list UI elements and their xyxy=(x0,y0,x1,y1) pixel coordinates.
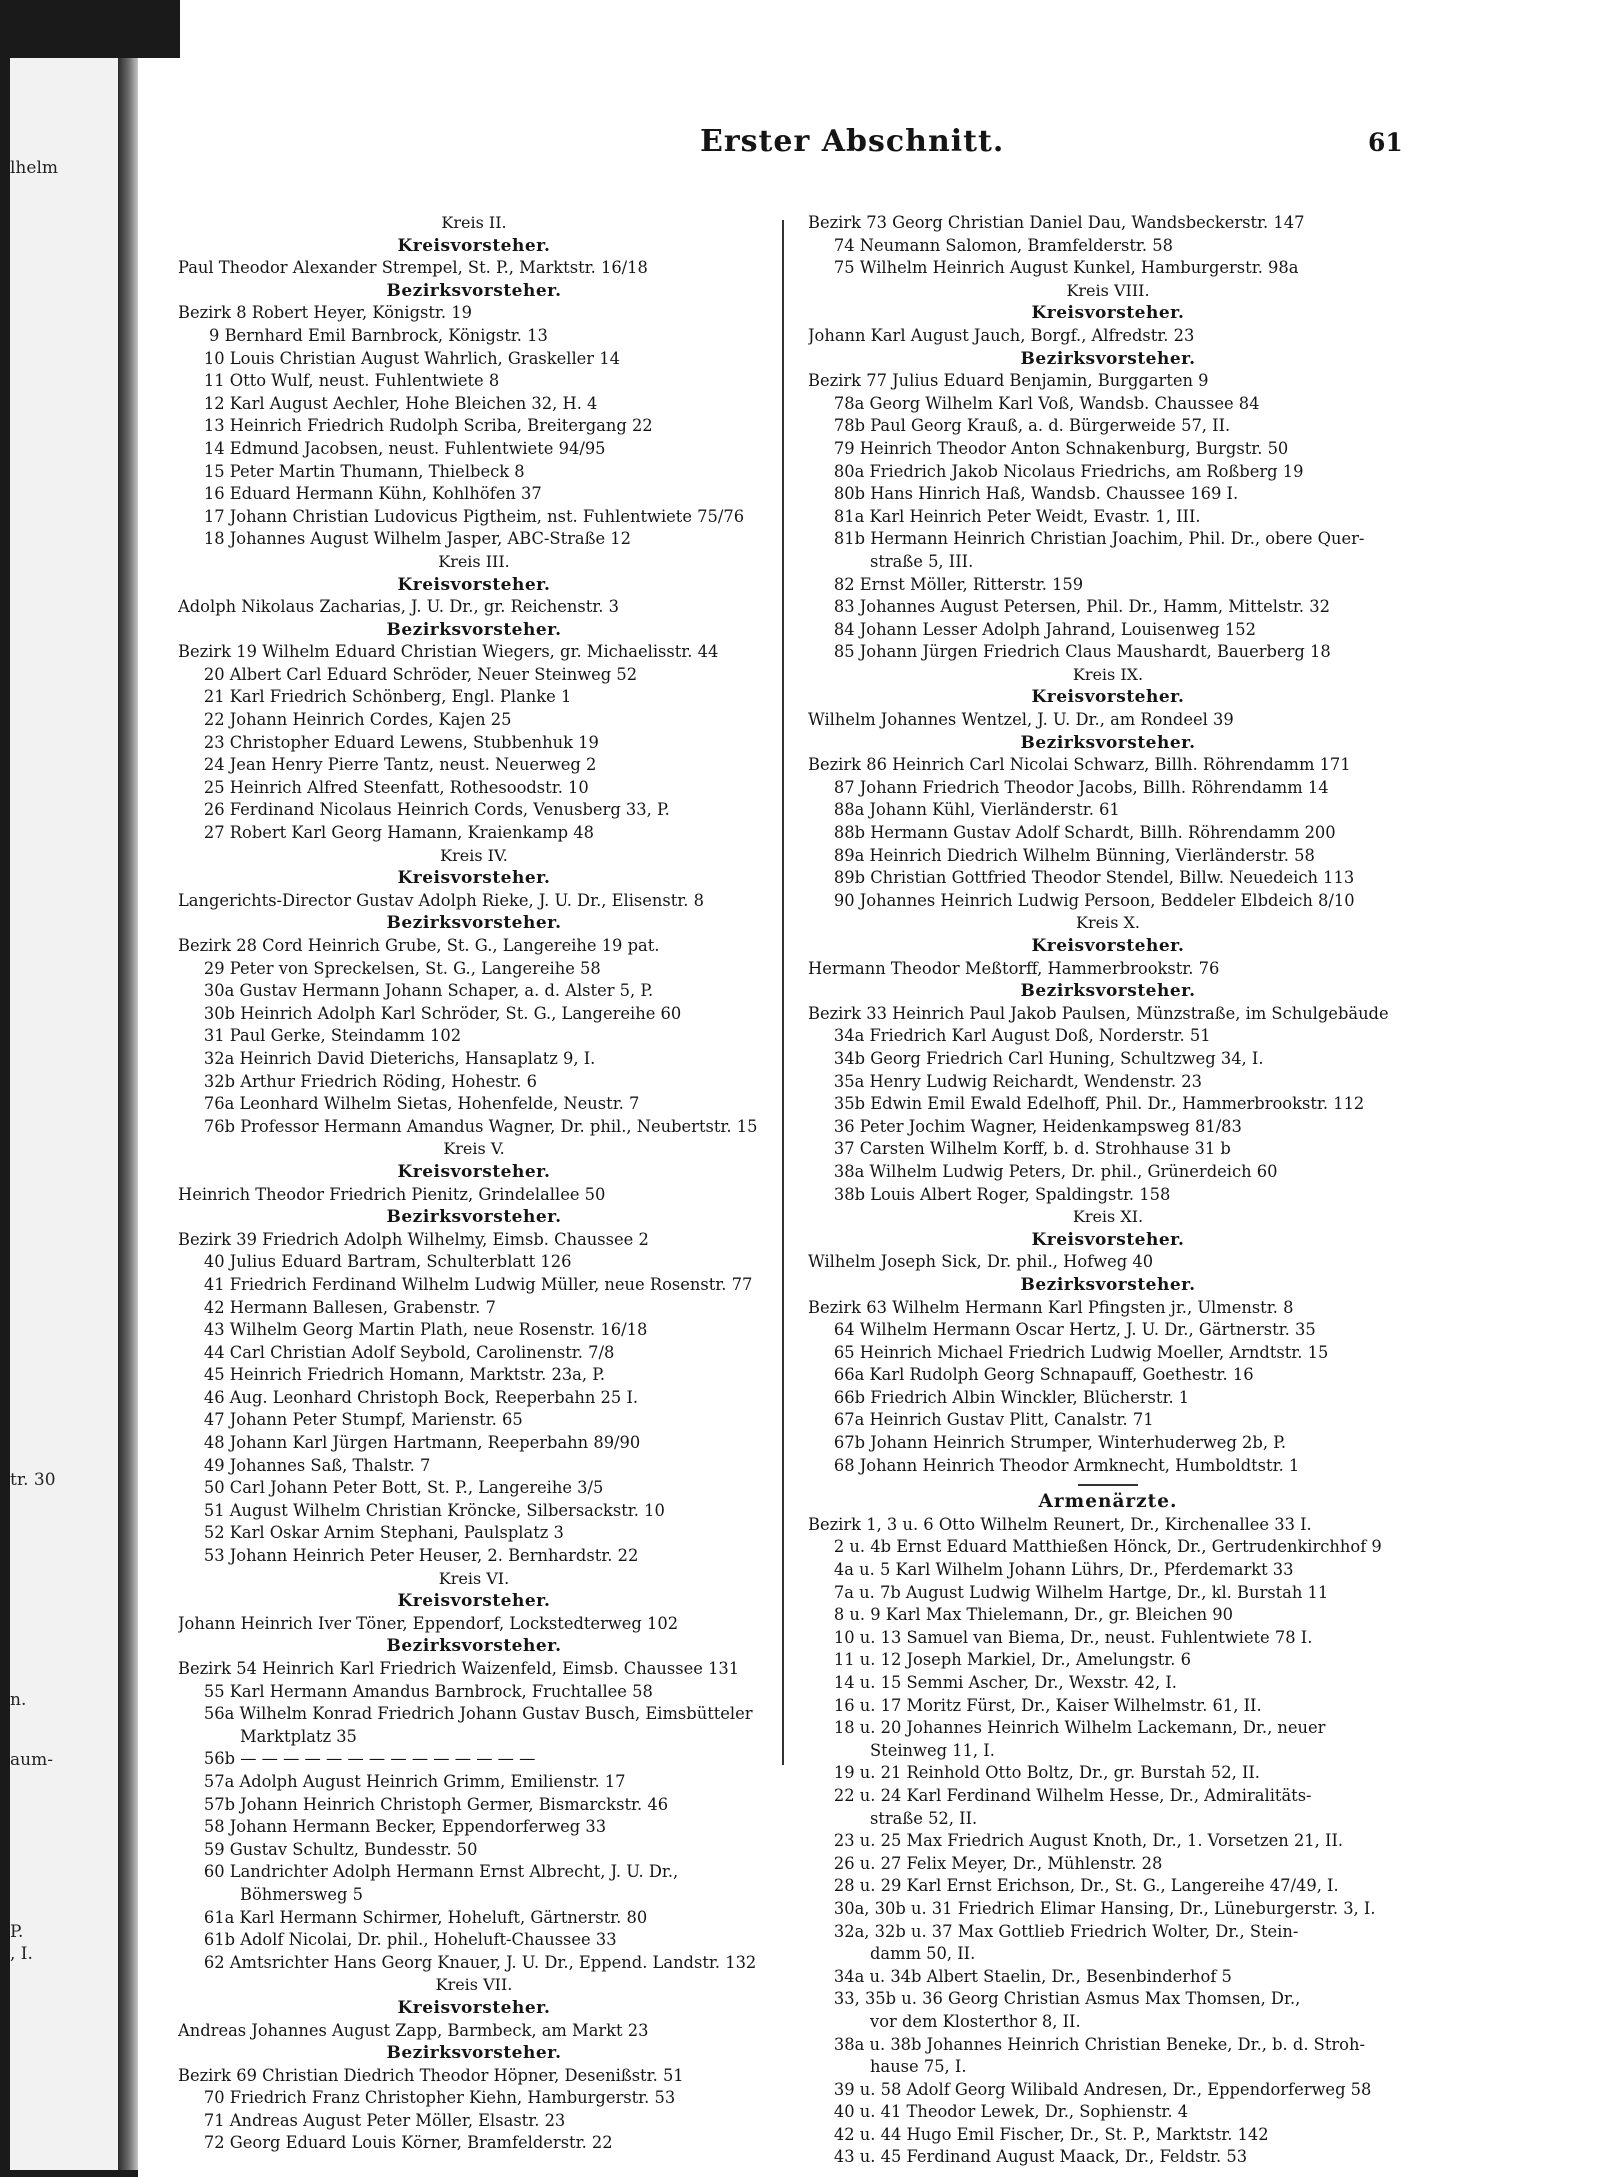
directory-entry: Johann Karl August Jauch, Borgf., Alfredstr. 23 xyxy=(808,325,1195,345)
directory-entry: Andreas Johannes August Zapp, Barmbeck, am Markt 23 xyxy=(178,2020,649,2040)
directory-entry: 51 August Wilhelm Christian Kröncke, Silbersackstr. 10 xyxy=(178,1500,665,1520)
directory-entry: 78b Paul Georg Krauß, a. d. Bürgerweide 57, II. xyxy=(808,416,1231,436)
role-heading: Kreisvorsteher. xyxy=(397,235,551,256)
directory-entry: 56a Wilhelm Konrad Friedrich Johann Gustav Busch, Eimsbütteler xyxy=(178,1704,753,1724)
directory-entry: 38b Louis Albert Roger, Spaldingstr. 158 xyxy=(808,1184,1171,1204)
directory-entry: 4a u. 5 Karl Wilhelm Johann Lührs, Dr., Pferdemarkt 33 xyxy=(808,1560,1294,1580)
section-heading: Armenärzte. xyxy=(1038,1491,1178,1513)
directory-entry: 81b Hermann Heinrich Christian Joachim, Phil. Dr., obere Quer- xyxy=(808,529,1365,549)
directory-entry: 33, 35b u. 36 Georg Christian Asmus Max Thomsen, Dr., xyxy=(808,1989,1301,2009)
directory-entry: 15 Peter Martin Thumann, Thielbeck 8 xyxy=(178,461,525,481)
directory-entry: 2 u. 4b Ernst Eduard Matthießen Hönck, Dr., Gertrudenkirchhof 9 xyxy=(808,1537,1382,1557)
entry-continuation: straße 52, II. xyxy=(870,1808,978,1828)
right-column xyxy=(808,212,1408,2169)
directory-entry: 56b — — — — — — — — — — — — — — xyxy=(178,1749,536,1769)
column-divider xyxy=(782,220,784,1765)
role-heading: Kreisvorsteher. xyxy=(397,1161,551,1182)
role-heading: Kreisvorsteher. xyxy=(397,574,551,595)
directory-entry: 30a, 30b u. 31 Friedrich Elimar Hansing, Dr., Lüneburgerstr. 3, I. xyxy=(808,1898,1376,1918)
directory-entry: 52 Karl Oskar Arnim Stephani, Paulsplatz 3 xyxy=(178,1523,564,1543)
directory-entry: Bezirk 1, 3 u. 6 Otto Wilhelm Reunert, Dr., Kirchenallee 33 I. xyxy=(808,1514,1312,1534)
directory-entry: 30a Gustav Hermann Johann Schaper, a. d. Alster 5, P. xyxy=(178,981,654,1001)
directory-entry: 80b Hans Hinrich Haß, Wandsb. Chaussee 169 I. xyxy=(808,484,1239,504)
directory-entry: 57a Adolph August Heinrich Grimm, Emilienstr. 17 xyxy=(178,1771,626,1791)
directory-entry: 81a Karl Heinrich Peter Weidt, Evastr. 1, III. xyxy=(808,506,1201,526)
role-heading: Kreisvorsteher. xyxy=(1031,303,1185,324)
directory-entry: Bezirk 69 Christian Diedrich Theodor Höpner, Desenißstr. 51 xyxy=(178,2065,684,2085)
directory-entry: 39 u. 58 Adolf Georg Wilibald Andresen, Dr., Eppendorferweg 58 xyxy=(808,2079,1372,2099)
directory-entry: 26 u. 27 Felix Meyer, Dr., Mühlenstr. 28 xyxy=(808,1853,1163,1873)
directory-entry: 34a u. 34b Albert Staelin, Dr., Besenbinderhof 5 xyxy=(808,1966,1232,1986)
role-heading: Bezirksvorsteher. xyxy=(1020,348,1196,369)
role-heading: Bezirksvorsteher. xyxy=(1020,981,1196,1002)
directory-entry: 84 Johann Lesser Adolph Jahrand, Louisenweg 152 xyxy=(808,619,1256,639)
directory-entry: 50 Carl Johann Peter Bott, St. P., Langereihe 3/5 xyxy=(178,1478,604,1498)
district-heading: Kreis IX. xyxy=(1072,664,1144,684)
directory-entry: 12 Karl August Aechler, Hohe Bleichen 32, H. 4 xyxy=(178,393,598,413)
role-heading: Bezirksvorsteher. xyxy=(386,2043,562,2064)
facing-page-fragment: lhelm xyxy=(10,158,59,178)
directory-entry: 48 Johann Karl Jürgen Hartmann, Reeperbahn 89/90 xyxy=(178,1433,641,1453)
directory-entry: 23 u. 25 Max Friedrich August Knoth, Dr., 1. Vorsetzen 21, II. xyxy=(808,1831,1344,1851)
directory-entry: Bezirk 73 Georg Christian Daniel Dau, Wandsbeckerstr. 147 xyxy=(808,213,1305,232)
directory-entry: 75 Wilhelm Heinrich August Kunkel, Hamburgerstr. 98a xyxy=(808,258,1299,278)
entry-continuation: hause 75, I. xyxy=(870,2057,967,2077)
role-heading: Kreisvorsteher. xyxy=(397,1591,551,1612)
directory-entry: 24 Jean Henry Pierre Tantz, neust. Neuerweg 2 xyxy=(178,755,597,775)
directory-entry: 76a Leonhard Wilhelm Sietas, Hohenfelde, Neustr. 7 xyxy=(178,1094,640,1114)
directory-entry: Johann Heinrich Iver Töner, Eppendorf, Lockstedterweg 102 xyxy=(178,1613,679,1633)
directory-entry: 76b Professor Hermann Amandus Wagner, Dr. phil., Neubertstr. 15 xyxy=(178,1116,758,1136)
district-heading: Kreis VIII. xyxy=(1066,280,1150,300)
directory-entry: Bezirk 28 Cord Heinrich Grube, St. G., Langereihe 19 pat. xyxy=(178,936,660,955)
directory-entry: 14 Edmund Jacobsen, neust. Fuhlentwiete 94/95 xyxy=(178,438,606,458)
directory-entry: 34b Georg Friedrich Carl Huning, Schultzweg 34, I. xyxy=(808,1048,1264,1068)
directory-entry: 61b Adolf Nicolai, Dr. phil., Hoheluft-Chaussee 33 xyxy=(178,1930,617,1950)
directory-entry: 66b Friedrich Albin Winckler, Blücherstr. 1 xyxy=(808,1387,1190,1407)
directory-entry: 8 u. 9 Karl Max Thielemann, Dr., gr. Bleichen 90 xyxy=(808,1605,1234,1625)
district-heading: Kreis II. xyxy=(441,213,507,232)
directory-entry: 23 Christopher Eduard Lewens, Stubbenhuk 19 xyxy=(178,732,599,752)
directory-entry: 49 Johannes Saß, Thalstr. 7 xyxy=(178,1455,431,1475)
directory-entry: 61a Karl Hermann Schirmer, Hoheluft, Gärtnerstr. 80 xyxy=(178,1907,648,1927)
entry-continuation: straße 5, III. xyxy=(870,551,974,571)
directory-entry: 19 u. 21 Reinhold Otto Boltz, Dr., gr. Burstah 52, II. xyxy=(808,1763,1260,1783)
directory-entry: 64 Wilhelm Hermann Oscar Hertz, J. U. Dr., Gärtnerstr. 35 xyxy=(808,1320,1316,1340)
directory-entry: Bezirk 19 Wilhelm Eduard Christian Wiegers, gr. Michaelisstr. 44 xyxy=(178,642,719,662)
directory-entry: 40 Julius Eduard Bartram, Schulterblatt 126 xyxy=(178,1252,572,1272)
directory-entry: 9 Bernhard Emil Barnbrock, Königstr. 13 xyxy=(178,325,548,345)
directory-entry: 18 u. 20 Johannes Heinrich Wilhelm Lackemann, Dr., neuer xyxy=(808,1718,1326,1738)
directory-entry: 32b Arthur Friedrich Röding, Hohestr. 6 xyxy=(178,1071,537,1091)
directory-entry: 42 Hermann Ballesen, Grabenstr. 7 xyxy=(178,1297,496,1317)
directory-entry: Bezirk 54 Heinrich Karl Friedrich Waizenfeld, Eimsb. Chaussee 131 xyxy=(178,1659,740,1678)
directory-entry: 16 u. 17 Moritz Fürst, Dr., Kaiser Wilhelmstr. 61, II. xyxy=(808,1695,1262,1715)
role-heading: Kreisvorsteher. xyxy=(1031,687,1185,708)
directory-entry: 59 Gustav Schultz, Bundesstr. 50 xyxy=(178,1839,478,1859)
directory-entry: 83 Johannes August Petersen, Phil. Dr., Hamm, Mittelstr. 32 xyxy=(808,597,1330,617)
district-heading: Kreis III. xyxy=(438,551,510,571)
directory-entry: 90 Johannes Heinrich Ludwig Persoon, Beddeler Elbdeich 8/10 xyxy=(808,890,1355,910)
directory-entry: 31 Paul Gerke, Steindamm 102 xyxy=(178,1026,462,1046)
directory-entry: 45 Heinrich Friedrich Homann, Marktstr. 23a, P. xyxy=(178,1365,606,1385)
district-heading: Kreis VI. xyxy=(438,1568,510,1588)
directory-entry: 62 Amtsrichter Hans Georg Knauer, J. U. Dr., Eppend. Landstr. 132 xyxy=(178,1952,757,1972)
left-column xyxy=(178,212,770,2155)
directory-entry: 22 Johann Heinrich Cordes, Kajen 25 xyxy=(178,710,512,730)
directory-entry: Bezirk 63 Wilhelm Hermann Karl Pfingsten jr., Ulmenstr. 8 xyxy=(808,1297,1294,1317)
directory-entry: 18 Johannes August Wilhelm Jasper, ABC-Straße 12 xyxy=(178,529,632,549)
role-heading: Kreisvorsteher. xyxy=(397,868,551,889)
directory-entry: 22 u. 24 Karl Ferdinand Wilhelm Hesse, Dr., Admiralitäts- xyxy=(808,1785,1312,1805)
directory-entry: 30b Heinrich Adolph Karl Schröder, St. G., Langereihe 60 xyxy=(178,1003,682,1023)
directory-entry: 44 Carl Christian Adolf Seybold, Carolinenstr. 7/8 xyxy=(178,1342,615,1362)
entry-continuation: damm 50, II. xyxy=(870,1944,976,1964)
directory-entry: 74 Neumann Salomon, Bramfelderstr. 58 xyxy=(808,235,1173,255)
directory-entry: 88b Hermann Gustav Adolf Schardt, Billh. Röhrendamm 200 xyxy=(808,823,1336,843)
directory-entry: 65 Heinrich Michael Friedrich Ludwig Moeller, Arndtstr. 15 xyxy=(808,1342,1329,1362)
directory-entry: 78a Georg Wilhelm Karl Voß, Wandsb. Chaussee 84 xyxy=(808,393,1260,413)
directory-entry: Adolph Nikolaus Zacharias, J. U. Dr., gr. Reichenstr. 3 xyxy=(178,597,620,617)
facing-page-fragment: aum- xyxy=(10,1750,53,1770)
directory-entry: Bezirk 33 Heinrich Paul Jakob Paulsen, Münzstraße, im Schulgebäude xyxy=(808,1003,1389,1023)
role-heading: Bezirksvorsteher. xyxy=(386,280,562,301)
directory-entry: 40 u. 41 Theodor Lewek, Dr., Sophienstr. 4 xyxy=(808,2102,1189,2122)
directory-entry: 34a Friedrich Karl August Doß, Norderstr. 51 xyxy=(808,1026,1211,1046)
directory-entry: 82 Ernst Möller, Ritterstr. 159 xyxy=(808,574,1084,594)
entry-continuation: Steinweg 11, I. xyxy=(870,1740,995,1760)
directory-entry: 58 Johann Hermann Becker, Eppendorferweg 33 xyxy=(178,1817,607,1837)
directory-entry: Bezirk 39 Friedrich Adolph Wilhelmy, Eimsb. Chaussee 2 xyxy=(178,1229,649,1249)
district-heading: Kreis XI. xyxy=(1072,1207,1144,1227)
directory-entry: 85 Johann Jürgen Friedrich Claus Maushardt, Bauerberg 18 xyxy=(808,642,1331,662)
directory-entry: Bezirk 86 Heinrich Carl Nicolai Schwarz, Billh. Röhrendamm 171 xyxy=(808,755,1351,775)
directory-entry: 38a Wilhelm Ludwig Peters, Dr. phil., Grünerdeich 60 xyxy=(808,1161,1278,1181)
directory-entry: 38a u. 38b Johannes Heinrich Christian Beneke, Dr., b. d. Stroh- xyxy=(808,2034,1365,2054)
directory-entry: 71 Andreas August Peter Möller, Elsastr. 23 xyxy=(178,2110,566,2130)
facing-page-fragment: , I. xyxy=(10,1944,33,1964)
directory-entry: 10 u. 13 Samuel van Biema, Dr., neust. Fuhlentwiete 78 I. xyxy=(808,1627,1313,1647)
directory-entry: 11 u. 12 Joseph Markiel, Dr., Amelungstr. 6 xyxy=(808,1650,1191,1670)
directory-entry: 87 Johann Friedrich Theodor Jacobs, Billh. Röhrendamm 14 xyxy=(808,777,1329,797)
directory-entry: 43 Wilhelm Georg Martin Plath, neue Rosenstr. 16/18 xyxy=(178,1320,648,1340)
directory-entry: 79 Heinrich Theodor Anton Schnakenburg, Burgstr. 50 xyxy=(808,438,1289,458)
directory-entry: Heinrich Theodor Friedrich Pienitz, Grindelallee 50 xyxy=(178,1184,606,1204)
directory-entry: 55 Karl Hermann Amandus Barnbrock, Fruchtallee 58 xyxy=(178,1681,653,1701)
directory-entry: 32a Heinrich David Dieterichs, Hansaplatz 9, I. xyxy=(178,1048,596,1068)
entry-continuation: vor dem Klosterthor 8, II. xyxy=(870,2011,1081,2031)
section-rule xyxy=(808,1477,1408,1491)
directory-entry: 41 Friedrich Ferdinand Wilhelm Ludwig Müller, neue Rosenstr. 77 xyxy=(178,1274,753,1294)
role-heading: Bezirksvorsteher. xyxy=(386,913,562,934)
directory-entry: Hermann Theodor Meßtorff, Hammerbrookstr. 76 xyxy=(808,958,1220,978)
directory-entry: 21 Karl Friedrich Schönberg, Engl. Planke 1 xyxy=(178,687,572,707)
directory-entry: Wilhelm Joseph Sick, Dr. phil., Hofweg 40 xyxy=(808,1252,1154,1272)
directory-entry: 29 Peter von Spreckelsen, St. G., Langereihe 58 xyxy=(178,958,601,978)
directory-entry: Langerichts-Director Gustav Adolph Rieke, J. U. Dr., Elisenstr. 8 xyxy=(178,890,704,910)
page-header xyxy=(0,124,1600,164)
directory-entry: 14 u. 15 Semmi Ascher, Dr., Wexstr. 42, I. xyxy=(808,1673,1177,1692)
facing-page-fragment: tr. 30 xyxy=(10,1470,56,1490)
directory-entry: 67b Johann Heinrich Strumper, Winterhuderweg 2b, P. xyxy=(808,1433,1287,1453)
directory-entry: 72 Georg Eduard Louis Körner, Bramfelderstr. 22 xyxy=(178,2133,613,2153)
directory-entry: 16 Eduard Hermann Kühn, Kohlhöfen 37 xyxy=(178,484,542,504)
directory-entry: 36 Peter Jochim Wagner, Heidenkampsweg 81/83 xyxy=(808,1116,1242,1136)
directory-entry: 27 Robert Karl Georg Hamann, Kraienkamp 48 xyxy=(178,823,594,843)
directory-entry: 46 Aug. Leonhard Christoph Bock, Reeperbahn 25 I. xyxy=(178,1387,639,1407)
directory-entry: 35b Edwin Emil Ewald Edelhoff, Phil. Dr., Hammerbrookstr. 112 xyxy=(808,1094,1365,1114)
directory-entry: 60 Landrichter Adolph Hermann Ernst Albrecht, J. U. Dr., xyxy=(178,1862,679,1882)
directory-entry: 66a Karl Rudolph Georg Schnapauff, Goethestr. 16 xyxy=(808,1365,1254,1385)
directory-entry: 47 Johann Peter Stumpf, Marienstr. 65 xyxy=(178,1410,523,1430)
directory-entry: 26 Ferdinand Nicolaus Heinrich Cords, Venusberg 33, P. xyxy=(178,800,670,820)
directory-entry: 20 Albert Carl Eduard Schröder, Neuer Steinweg 52 xyxy=(178,664,638,684)
directory-entry: 80a Friedrich Jakob Nicolaus Friedrichs, am Roßberg 19 xyxy=(808,461,1304,481)
directory-entry: 11 Otto Wulf, neust. Fuhlentwiete 8 xyxy=(178,371,500,391)
directory-entry: 17 Johann Christian Ludovicus Pigtheim, nst. Fuhlentwiete 75/76 xyxy=(178,506,745,526)
directory-entry: 25 Heinrich Alfred Steenfatt, Rothesoodstr. 10 xyxy=(178,777,589,797)
directory-entry: 13 Heinrich Friedrich Rudolph Scriba, Breitergang 22 xyxy=(178,416,653,436)
role-heading: Bezirksvorsteher. xyxy=(1020,732,1196,753)
directory-entry: 70 Friedrich Franz Christopher Kiehn, Hamburgerstr. 53 xyxy=(178,2088,676,2108)
section-title: Erster Abschnitt. xyxy=(700,124,1005,159)
district-heading: Kreis IV. xyxy=(440,845,508,865)
directory-entry: 43 u. 45 Ferdinand August Maack, Dr., Feldstr. 53 xyxy=(808,2147,1248,2167)
role-heading: Kreisvorsteher. xyxy=(397,1997,551,2018)
directory-entry: 28 u. 29 Karl Ernst Erichson, Dr., St. G., Langereihe 47/49, I. xyxy=(808,1876,1339,1896)
directory-entry: Wilhelm Johannes Wentzel, J. U. Dr., am Rondeel 39 xyxy=(808,710,1234,730)
directory-entry: 10 Louis Christian August Wahrlich, Graskeller 14 xyxy=(178,348,620,368)
facing-page-edge xyxy=(10,58,120,2170)
directory-entry: 42 u. 44 Hugo Emil Fischer, Dr., St. P., Marktstr. 142 xyxy=(808,2124,1269,2144)
directory-entry: 35a Henry Ludwig Reichardt, Wendenstr. 23 xyxy=(808,1071,1202,1091)
facing-page-fragment: n. xyxy=(10,1690,27,1710)
directory-entry: Bezirk 8 Robert Heyer, Königstr. 19 xyxy=(178,303,472,323)
page-number: 61 xyxy=(1368,128,1403,157)
district-heading: Kreis X. xyxy=(1076,913,1140,933)
directory-entry: Paul Theodor Alexander Strempel, St. P., Marktstr. 16/18 xyxy=(178,258,648,278)
directory-entry: 67a Heinrich Gustav Plitt, Canalstr. 71 xyxy=(808,1410,1154,1430)
directory-entry: 37 Carsten Wilhelm Korff, b. d. Strohhause 31 b xyxy=(808,1139,1231,1159)
entry-continuation: Marktplatz 35 xyxy=(240,1726,357,1746)
role-heading: Bezirksvorsteher. xyxy=(386,619,562,640)
directory-entry: 7a u. 7b August Ludwig Wilhelm Hartge, Dr., kl. Burstah 11 xyxy=(808,1582,1329,1602)
entry-continuation: Böhmersweg 5 xyxy=(240,1884,363,1904)
district-heading: Kreis V. xyxy=(443,1139,505,1159)
directory-entry: 89b Christian Gottfried Theodor Stendel, Billw. Neuedeich 113 xyxy=(808,868,1355,888)
facing-page-fragment: P. xyxy=(10,1922,24,1942)
directory-entry: 89a Heinrich Diedrich Wilhelm Bünning, Vierländerstr. 58 xyxy=(808,845,1315,865)
district-heading: Kreis VII. xyxy=(435,1975,513,1995)
book-gutter-shadow xyxy=(118,58,140,2170)
directory-entry: 32a, 32b u. 37 Max Gottlieb Friedrich Wolter, Dr., Stein- xyxy=(808,1921,1299,1941)
directory-entry: 53 Johann Heinrich Peter Heuser, 2. Bernhardstr. 22 xyxy=(178,1546,639,1566)
role-heading: Kreisvorsteher. xyxy=(1031,936,1185,956)
role-heading: Kreisvorsteher. xyxy=(1031,1229,1185,1250)
role-heading: Bezirksvorsteher. xyxy=(386,1636,562,1657)
role-heading: Bezirksvorsteher. xyxy=(386,1207,562,1228)
role-heading: Bezirksvorsteher. xyxy=(1020,1274,1196,1295)
directory-entry: 68 Johann Heinrich Theodor Armknecht, Humboldtstr. 1 xyxy=(808,1455,1300,1475)
directory-entry: 57b Johann Heinrich Christoph Germer, Bismarckstr. 46 xyxy=(178,1794,669,1814)
directory-entry: Bezirk 77 Julius Eduard Benjamin, Burggarten 9 xyxy=(808,371,1209,391)
directory-entry: 88a Johann Kühl, Vierländerstr. 61 xyxy=(808,800,1120,820)
